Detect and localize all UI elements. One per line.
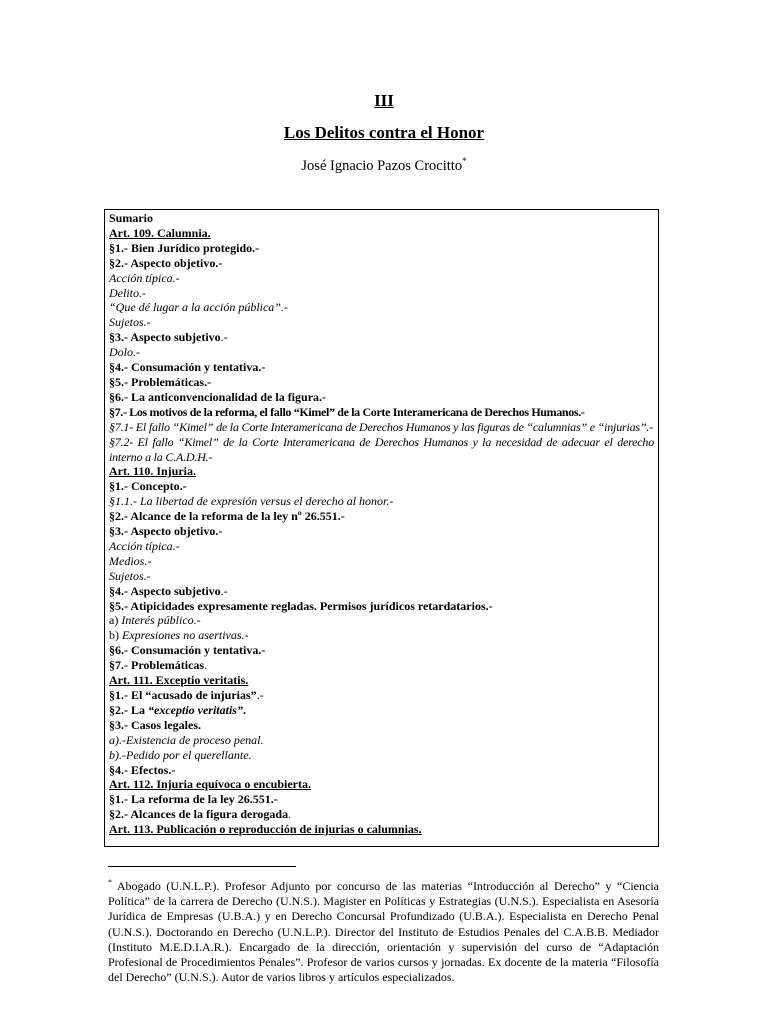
summary-item-part: .-: [256, 688, 264, 702]
summary-item: §1.- Concepto.-: [109, 479, 187, 494]
footnote-text: Abogado (U.N.L.P.). Profesor Adjunto por concurso de las materias “Introducción al Derecho” y “Ciencia Política” de la carrera de Derecho (U.N.S.). Magister en Políticas y Estrategias (U.N.S.). Especialista en Asesoría Jurídica de Empresas (U.B.A.) y en Derecho Concursal Profundizado (U.B.A.). Especialista en Derecho Penal (U.N.S.). Doctorando en Derecho (U.N.L.P.). Director del Instituto de Estudios Penales del C.A.B.B. Mediador (Instituto M.E.D.I.A.R.). Encargado de la dirección, orientación y supervisión del curso de “Adaptación Profesional de Procedimientos Penales”. Profesor de varios cursos y jornadas. Ex docente de la materia “Filosofía del Derecho” (U.N.S.). Autor de varios libros y artículos especializados.: [108, 879, 659, 985]
summary-item: Art. 113. Publicación o reproducción de injurias o calumnias.: [109, 822, 422, 837]
summary-item: §1.- Bien Jurídico protegido.-: [109, 240, 260, 255]
summary-item-part: .-: [220, 583, 228, 598]
summary-item-part: §4.- Aspecto subjetivo: [109, 583, 221, 598]
author-line: [0, 156, 768, 175]
summary-item: Sujetos.-: [109, 568, 151, 583]
chapter-number: III: [374, 91, 394, 110]
summary-item: §1.- La reforma de la ley 26.551.-: [109, 792, 278, 807]
summary-item: §7.2- El fallo “Kimel” de la Corte Interamericana de Derechos Humanos y la necesidad de adecuar el derecho interno a la C.A.D.H.-: [109, 434, 654, 464]
summary-item-part: .: [204, 658, 208, 673]
summary-item: [109, 628, 654, 643]
summary-item: Medios.-: [109, 553, 152, 568]
summary-item: [109, 807, 654, 822]
summary-item: §7.1- El fallo “Kimel” de la Corte Interamericana de Derechos Humanos y las figuras de “calumnias” e “injurias”.-: [109, 419, 653, 434]
summary-item: §2.- Aspecto objetivo.-: [109, 255, 223, 270]
summary-item: “Que dé lugar a la acción pública”.-: [109, 300, 288, 315]
summary-item-part: “exceptio veritatis”: [148, 702, 243, 717]
summary-item: §3.- Casos legales.: [109, 717, 201, 732]
summary-item: §1.1.- La libertad de expresión versus el derecho al honor.-: [109, 494, 394, 509]
summary-item: §2.- Alcance de la reforma de la ley nº 26.551.-: [109, 509, 345, 524]
summary-item: §5.- Problemáticas.-: [109, 374, 212, 389]
summary-item-part: .-: [220, 330, 228, 345]
summary-list: [109, 226, 654, 837]
summary-item: [109, 688, 654, 703]
summary-item: §6.- Consumación y tentativa.-: [109, 643, 266, 658]
summary-item-part: a): [109, 613, 122, 628]
summary-box: [104, 209, 659, 847]
summary-item: §6.- La anticonvencionalidad de la figura.-: [109, 389, 327, 404]
author-name: José Ignacio Pazos Crocitto: [301, 157, 463, 174]
summary-item-part: .: [288, 807, 292, 822]
summary-item: [109, 330, 654, 345]
summary-item: b).-Pedido por el querellante.: [109, 747, 252, 762]
summary-item-part: §2.- Alcances de la figura derogada: [109, 807, 289, 822]
summary-item-part: §3.- Aspecto subjetivo: [109, 330, 221, 345]
summary-item: Art. 111. Exceptio veritatis.: [109, 673, 249, 688]
summary-item-part: b): [109, 628, 122, 643]
footnote: [108, 875, 659, 985]
summary-item: Sujetos.-: [109, 315, 151, 330]
summary-item: [109, 703, 654, 718]
footnote-rule: [108, 866, 296, 867]
footnote-mark: *: [108, 878, 112, 887]
summary-item: Art. 110. Injuria.: [109, 464, 196, 479]
summary-item: Dolo.-: [109, 345, 140, 360]
summary-item-part: §1.- El “acusado de injurias”: [109, 688, 257, 702]
summary-item: [109, 658, 654, 673]
summary-item: §5.- Atipicidades expresamente regladas. Permisos jurídicos retardatarios.-: [109, 598, 493, 613]
summary-item-part: §2.- La: [109, 702, 148, 717]
summary-item: Art. 112. Injuria equívoca o encubierta.: [109, 777, 311, 792]
summary-heading: Sumario: [109, 211, 154, 225]
summary-item-part: §7.- Problemáticas: [109, 658, 205, 673]
summary-item: a).-Existencia de proceso penal.: [109, 732, 264, 747]
summary-item: [109, 613, 654, 628]
summary-item: [109, 584, 654, 599]
summary-item-part: Interés público.-: [121, 613, 201, 628]
author-footnote-mark: *: [462, 156, 467, 166]
summary-item: Acción típica.-: [109, 538, 180, 553]
summary-item: §3.- Aspecto objetivo.-: [109, 524, 223, 539]
summary-item: Art. 109. Calumnia.: [109, 225, 211, 240]
summary-item: §4.- Efectos.-: [109, 762, 176, 777]
summary-item: §4.- Consumación y tentativa.-: [109, 360, 266, 375]
summary-item: Acción típica.-: [109, 270, 180, 285]
summary-item: Delito.-: [109, 285, 146, 300]
summary-item-part: .: [242, 702, 246, 717]
summary-item-part: Expresiones no asertivas.-: [122, 628, 249, 643]
summary-item: §7.- Los motivos de la reforma, el fallo “Kimel” de la Corte Interamericana de Derechos Humanos.-: [109, 404, 585, 419]
chapter-title: Los Delitos contra el Honor: [283, 123, 485, 142]
